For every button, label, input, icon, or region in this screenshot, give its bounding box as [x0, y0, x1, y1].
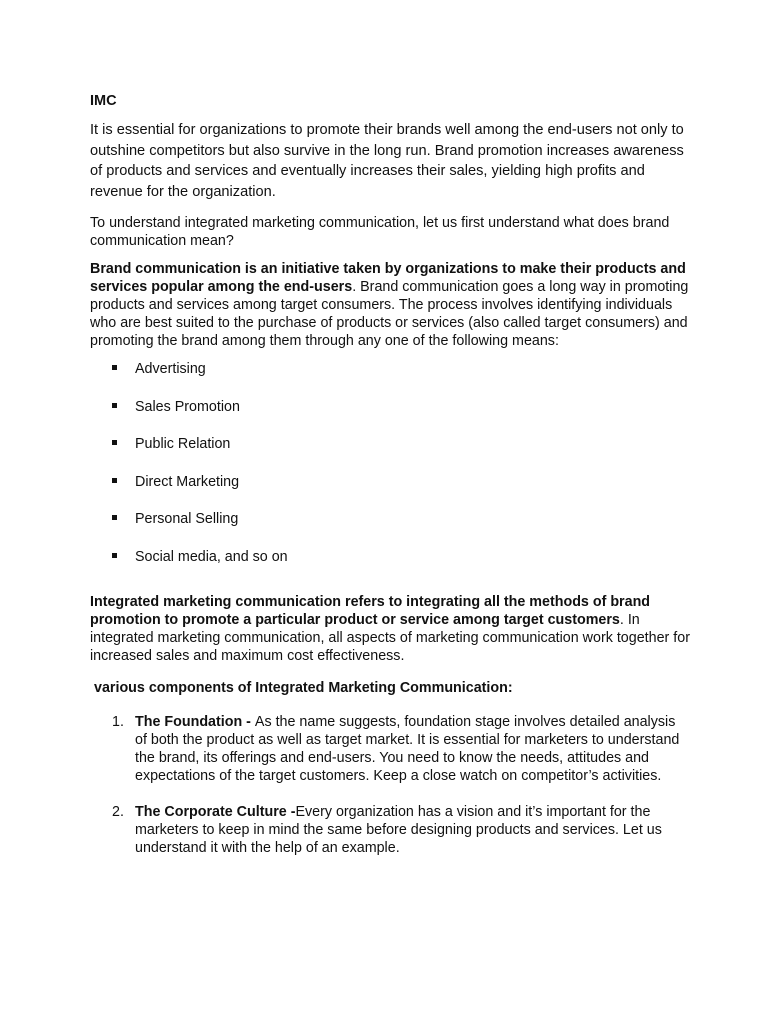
component-title: The Corporate Culture - — [135, 804, 296, 820]
imc-definition-text: . In integrated marketing communication, all aspects of marketing communication work together for increased sales and maximum cost effectiveness. — [90, 612, 690, 664]
imc-definition: Integrated marketing communication refers to integrating all the methods of brand promotion to promote a particular product or service among target customers — [90, 594, 651, 628]
square-bullet-icon — [112, 553, 117, 558]
list-item-label: Public Relation — [135, 436, 231, 452]
intro-paragraph: It is essential for organizations to promote their brands well among the end-users not only to outshine competitors but also survive in the long run. Brand promotion increases awareness of products and services and eventually increases their sales, yielding high profits and revenue for the organization. — [90, 122, 684, 200]
list-item-label: Advertising — [135, 361, 206, 377]
list-number: 2. — [112, 804, 124, 820]
brand-communication-text: . Brand communication goes a long way in promoting products and services among target consumers. The process involves identifying individuals who are best suited to the purchase of products or services (also called target consumers) and promoting the brand among them through any one of the following means: — [90, 279, 689, 349]
imc-definition-paragraph — [90, 593, 690, 665]
components-heading: various components of Integrated Marketing Communication: — [94, 680, 513, 696]
component-text: Every organization has a vision and it’s important for the marketers to keep in mind the same before designing products and services. Let us understand it with the help of an example. — [135, 804, 662, 856]
promotion-means-list — [90, 360, 690, 585]
understand-paragraph: To understand integrated marketing communication, let us first understand what does brand communication mean? — [90, 215, 670, 249]
list-item — [90, 473, 690, 511]
list-item-label: Sales Promotion — [135, 398, 240, 415]
list-item — [90, 713, 690, 785]
component-text: As the name suggests, foundation stage involves detailed analysis of both the product as well as target market. It is essential for marketers to understand the brand, its offerings and end-users. You need to know the needs, attitudes and expectations of the target customers. Keep a close watch on competitor’s activities. — [135, 714, 680, 784]
list-item-label: Social media, and so on — [135, 548, 288, 565]
components-list — [90, 713, 690, 857]
list-item — [90, 435, 690, 473]
square-bullet-icon — [112, 365, 117, 370]
list-item — [90, 360, 690, 398]
list-item — [90, 398, 690, 436]
list-item — [90, 510, 690, 548]
list-item — [90, 803, 690, 857]
list-item-label: Direct Marketing — [135, 473, 240, 490]
document-page — [90, 92, 690, 875]
square-bullet-icon — [112, 515, 117, 520]
square-bullet-icon — [112, 478, 117, 483]
brand-communication-paragraph — [90, 260, 690, 350]
list-item-label: Personal Selling — [135, 511, 239, 527]
square-bullet-icon — [112, 440, 117, 445]
brand-communication-definition: Brand communication is an initiative taken by organizations to make their products and services popular among the end-users — [90, 261, 686, 295]
square-bullet-icon — [112, 403, 117, 408]
list-number: 1. — [112, 714, 124, 730]
component-title: The Foundation - — [135, 714, 255, 730]
list-item — [90, 548, 690, 586]
document-title: IMC — [90, 93, 117, 109]
